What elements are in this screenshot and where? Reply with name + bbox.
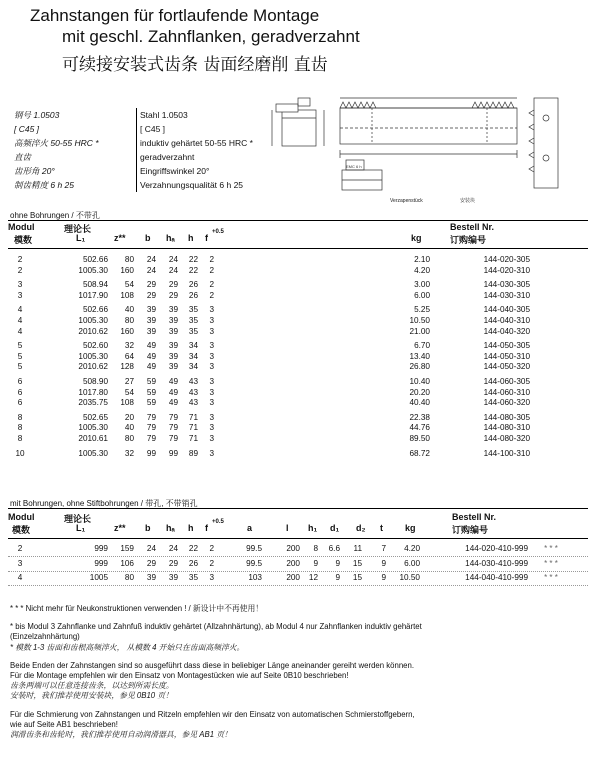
table-cell: 7 bbox=[381, 544, 386, 553]
col-order: Bestell Nr. bbox=[452, 512, 497, 522]
col-kg: kg bbox=[405, 523, 416, 533]
col-kg: kg bbox=[411, 233, 422, 243]
table-cell: 5 bbox=[17, 341, 23, 351]
table-cell: 27 bbox=[124, 377, 134, 386]
table-row bbox=[0, 423, 600, 434]
table-cell: 35 bbox=[188, 573, 198, 582]
table-cell: 39 bbox=[168, 351, 178, 361]
col-z: z** bbox=[114, 523, 126, 533]
table-cell: 34 bbox=[188, 341, 198, 351]
table-cell: 15 bbox=[352, 573, 362, 582]
table-cell: 24 bbox=[146, 255, 156, 264]
table-cell: 200 bbox=[286, 573, 300, 582]
table-cell: 999 bbox=[94, 558, 108, 568]
table-cell: 103 bbox=[248, 573, 262, 582]
table-cell: 39 bbox=[146, 573, 156, 582]
spec-zh-line: 直齿 bbox=[14, 152, 32, 162]
table-cell: 43 bbox=[188, 377, 198, 386]
table-cell: 3 bbox=[17, 280, 23, 290]
table-cell: 39 bbox=[146, 316, 156, 325]
table-cell: 29 bbox=[168, 290, 178, 300]
table-cell: 22 bbox=[188, 255, 198, 264]
table-row bbox=[0, 255, 600, 266]
table-cell: 3 bbox=[209, 412, 214, 422]
spec-zh-line: [ C45 ] bbox=[14, 124, 40, 134]
table-row bbox=[0, 266, 600, 277]
divider bbox=[8, 508, 588, 509]
table-cell: 6.70 bbox=[414, 341, 430, 351]
table-row bbox=[0, 434, 600, 445]
table-cell: 8 bbox=[17, 412, 23, 422]
table-row bbox=[0, 413, 600, 424]
table-cell: 3 bbox=[209, 316, 214, 325]
divider bbox=[8, 220, 588, 221]
table-cell: 32 bbox=[124, 341, 134, 351]
table-cell: 108 bbox=[120, 398, 134, 408]
table-cell: 80 bbox=[124, 255, 134, 264]
table-cell: 64 bbox=[124, 351, 134, 361]
table-cell: 3 bbox=[17, 290, 23, 300]
table-cell: 21.00 bbox=[409, 326, 430, 336]
table-cell: 24 bbox=[168, 255, 178, 264]
table-cell: 24 bbox=[168, 544, 178, 553]
table-cell: 68.72 bbox=[409, 448, 430, 458]
table-cell: 2035.75 bbox=[78, 398, 108, 408]
table-cell: 2 bbox=[209, 265, 214, 275]
col-length-zh: 理论长 bbox=[64, 224, 92, 234]
table-cell: 9 bbox=[313, 558, 318, 568]
col-f: f bbox=[205, 233, 208, 243]
table-cell: 6.6 bbox=[328, 544, 340, 553]
table-row bbox=[0, 559, 600, 570]
note-discontinued: * * * Nicht mehr für Neukonstruktionen verwenden ! / 新设计中不再使用！ bbox=[10, 604, 264, 613]
table-cell: 2 bbox=[209, 544, 214, 553]
table-cell: 4 bbox=[17, 573, 23, 582]
table-cell: 502.65 bbox=[82, 412, 108, 422]
note-joining-zh-2: 安装时，我们推荐使用安装块，参见 0B10 页！ bbox=[10, 691, 173, 701]
table-cell: 1005 bbox=[89, 573, 108, 582]
rack-technical-drawing bbox=[262, 88, 592, 208]
col-modul-zh: 模数 bbox=[14, 235, 33, 245]
table-cell: 2010.62 bbox=[78, 326, 108, 336]
spec-zh-line: 钢号 1.0503 bbox=[14, 110, 60, 120]
table-cell: 1005.30 bbox=[78, 316, 108, 325]
table-cell: 34 bbox=[188, 351, 198, 361]
table-cell: 89.50 bbox=[409, 434, 430, 443]
table-cell: 144-020-310 bbox=[483, 265, 530, 275]
table-cell: 144-030-410-999 bbox=[465, 558, 528, 568]
table-cell: 39 bbox=[168, 573, 178, 582]
table-cell: 49 bbox=[168, 377, 178, 386]
col-ha: hₐ bbox=[166, 233, 175, 243]
table-cell: 6.00 bbox=[404, 558, 420, 568]
table-cell: 24 bbox=[168, 265, 178, 275]
table-cell: 79 bbox=[168, 434, 178, 443]
table-cell: 49 bbox=[146, 362, 156, 372]
table-row bbox=[0, 573, 600, 584]
table-cell: 3 bbox=[209, 377, 214, 386]
table-cell: 3 bbox=[209, 305, 214, 315]
table-cell: 4.20 bbox=[414, 265, 430, 275]
table-cell: 26 bbox=[188, 558, 198, 568]
table-cell: 26 bbox=[188, 290, 198, 300]
table-cell: 5 bbox=[17, 351, 23, 361]
table-cell: 29 bbox=[168, 558, 178, 568]
col-d1: d₁ bbox=[330, 523, 340, 533]
note-joining-zh: 齿条两端可以任意连接齿条，以达到所需长度。 bbox=[10, 681, 174, 691]
spec-zh-line: 齿形角 20° bbox=[14, 166, 55, 176]
table-cell: 2 bbox=[209, 255, 214, 264]
table-cell: 11 bbox=[353, 544, 362, 553]
table-cell: 10.40 bbox=[409, 377, 430, 386]
table-cell: 144-060-320 bbox=[483, 398, 530, 408]
note-joining-cont: Für die Montage empfehlen wir den Einsatz von Montagestücken wie auf Seite 0B10 beschrieben! bbox=[10, 671, 349, 681]
table-cell: 9 bbox=[335, 558, 340, 568]
drawing-label-block: Verzapenstück bbox=[390, 198, 423, 204]
table-row bbox=[0, 388, 600, 399]
table-cell: 144-030-310 bbox=[483, 290, 530, 300]
table-cell: 128 bbox=[120, 362, 134, 372]
table-cell: 35 bbox=[188, 305, 198, 315]
table-row bbox=[0, 544, 600, 555]
spec-german bbox=[136, 108, 270, 192]
table-cell: 20 bbox=[124, 412, 134, 422]
table-cell: 39 bbox=[168, 362, 178, 372]
note-hardening-cont: (Einzelzahnhärtung) bbox=[10, 632, 80, 642]
table-cell: 40 bbox=[124, 423, 134, 433]
table-cell: 1005.30 bbox=[78, 448, 108, 458]
table-cell: 144-040-320 bbox=[483, 326, 530, 336]
table-cell: 79 bbox=[146, 412, 156, 422]
table-cell: 99 bbox=[168, 448, 178, 458]
col-order-zh: 订购编号 bbox=[452, 525, 489, 535]
spec-de-line: induktiv gehärtet 50-55 HRC * bbox=[140, 138, 253, 148]
table-cell: 13.40 bbox=[409, 351, 430, 361]
table-cell: 2.10 bbox=[414, 255, 430, 264]
table-cell: 24 bbox=[146, 265, 156, 275]
table-cell: 35 bbox=[188, 326, 198, 336]
table-cell: 3 bbox=[209, 351, 214, 361]
title-line-1: Zahnstangen für fortlaufende Montage bbox=[30, 6, 320, 25]
table-cell: 39 bbox=[146, 326, 156, 336]
table-cell: 40.40 bbox=[409, 398, 430, 408]
table-cell: 9 bbox=[335, 573, 340, 582]
table-cell: 144-020-305 bbox=[483, 255, 530, 264]
col-z: z** bbox=[114, 233, 126, 243]
table-cell: 508.94 bbox=[82, 280, 108, 290]
table-cell: 29 bbox=[146, 558, 156, 568]
discontinued-marker: * * * bbox=[544, 558, 558, 568]
table-cell: 3 bbox=[209, 341, 214, 351]
note-hardening-zh: * 模数 1-3 齿面和齿根高频淬火， 从模数 4 开始只在齿面高频淬火。 bbox=[10, 642, 245, 652]
table-cell: 80 bbox=[124, 434, 134, 443]
col-t: t bbox=[380, 523, 383, 533]
table-cell: 79 bbox=[146, 434, 156, 443]
notes bbox=[10, 604, 595, 740]
table-cell: 5.25 bbox=[414, 305, 430, 315]
table-cell: 6 bbox=[17, 387, 23, 397]
table-cell: 9 bbox=[381, 573, 386, 582]
spec-de-line: [ C45 ] bbox=[140, 124, 166, 134]
table-cell: 39 bbox=[168, 326, 178, 336]
table-cell: 200 bbox=[286, 544, 300, 553]
table-cell: 4 bbox=[17, 326, 23, 336]
table-cell: 144-040-410-999 bbox=[465, 573, 528, 582]
row-divider bbox=[8, 585, 588, 586]
table-cell: 144-080-320 bbox=[483, 434, 530, 443]
table-row bbox=[0, 291, 600, 302]
table-cell: 43 bbox=[188, 398, 198, 408]
note-lubrication-cont: wie auf Seite AB1 beschrieben! bbox=[10, 719, 118, 729]
col-length: L₁ bbox=[76, 233, 86, 243]
table-cell: 8 bbox=[17, 434, 23, 443]
table-cell: 99 bbox=[146, 448, 156, 458]
table-cell: 10.50 bbox=[399, 573, 420, 582]
table-cell: 54 bbox=[124, 387, 134, 397]
table-cell: 1017.90 bbox=[78, 290, 108, 300]
col-l: l bbox=[286, 523, 289, 533]
table-cell: 4 bbox=[17, 305, 23, 315]
table-row bbox=[0, 449, 600, 460]
table-cell: 39 bbox=[168, 316, 178, 325]
table-cell: 26.80 bbox=[409, 362, 430, 372]
table-cell: 22.38 bbox=[409, 412, 430, 422]
table-cell: 2 bbox=[17, 255, 23, 264]
table-cell: 29 bbox=[168, 280, 178, 290]
table-cell: 89 bbox=[188, 448, 198, 458]
table-cell: 502.66 bbox=[82, 305, 108, 315]
table-cell: 1005.30 bbox=[78, 265, 108, 275]
spec-de-line: Stahl 1.0503 bbox=[140, 110, 188, 120]
table-cell: 144-100-310 bbox=[483, 448, 530, 458]
col-length-zh: 理论长 bbox=[64, 514, 92, 524]
table-cell: 39 bbox=[146, 305, 156, 315]
table-cell: 3 bbox=[209, 326, 214, 336]
divider bbox=[8, 538, 588, 539]
table-row bbox=[0, 341, 600, 352]
table-cell: 144-050-310 bbox=[483, 351, 530, 361]
table-cell: 71 bbox=[188, 412, 198, 422]
table-cell: 160 bbox=[120, 265, 134, 275]
section-label-with-holes: mit Bohrungen, ohne Stiftbohrungen / 带孔, 不带销孔 bbox=[10, 499, 198, 508]
col-d2: d₂ bbox=[356, 523, 366, 533]
table-cell: 24 bbox=[146, 544, 156, 553]
col-modul-zh: 模数 bbox=[12, 525, 31, 535]
table-cell: 49 bbox=[146, 341, 156, 351]
table-cell: 3 bbox=[209, 434, 214, 443]
table-cell: 2 bbox=[17, 544, 23, 553]
spec-de-line: Verzahnungsqualität 6 h 25 bbox=[140, 180, 244, 190]
table-cell: 3 bbox=[209, 398, 214, 408]
discontinued-marker: * * * bbox=[544, 573, 558, 582]
note-lubrication: Für die Schmierung von Zahnstangen und Ritzeln empfehlen wir den Einsatz von automatischen Schmierstoffgebern, bbox=[10, 709, 415, 719]
table-cell: 39 bbox=[168, 341, 178, 351]
table2-header bbox=[0, 512, 600, 536]
col-order-zh: 订购编号 bbox=[450, 235, 487, 245]
table-cell: 54 bbox=[124, 280, 134, 290]
table-cell: 502.66 bbox=[82, 255, 108, 264]
col-b: b bbox=[145, 233, 151, 243]
table-cell: 59 bbox=[146, 387, 156, 397]
col-modul: Modul bbox=[8, 222, 35, 232]
col-ha: hₐ bbox=[166, 523, 175, 533]
spec-zh-line: 高频淬火 50-55 HRC * bbox=[14, 138, 99, 148]
table-cell: 34 bbox=[188, 362, 198, 372]
table-cell: 160 bbox=[120, 326, 134, 336]
table-cell: 22 bbox=[188, 544, 198, 553]
table-cell: 39 bbox=[168, 305, 178, 315]
col-f-tolerance: +0.5 bbox=[212, 229, 224, 235]
table-cell: 49 bbox=[146, 351, 156, 361]
table-cell: 159 bbox=[120, 544, 134, 553]
table-cell: 49 bbox=[168, 398, 178, 408]
table-cell: 32 bbox=[124, 448, 134, 458]
table-cell: 9 bbox=[381, 558, 386, 568]
table-cell: 3.00 bbox=[414, 280, 430, 290]
table-cell: 502.60 bbox=[82, 341, 108, 351]
spec-de-line: Eingriffswinkel 20° bbox=[140, 166, 210, 176]
table-cell: 59 bbox=[146, 377, 156, 386]
divider bbox=[8, 248, 588, 249]
table-cell: 22 bbox=[188, 265, 198, 275]
table-cell: 144-040-310 bbox=[483, 316, 530, 325]
table-cell: 1005.30 bbox=[78, 423, 108, 433]
discontinued-marker: * * * bbox=[544, 544, 558, 553]
table-row bbox=[0, 327, 600, 338]
table-cell: 2 bbox=[17, 265, 23, 275]
table-cell: 144-080-310 bbox=[483, 423, 530, 433]
table-cell: 44.76 bbox=[409, 423, 430, 433]
table-cell: 2 bbox=[209, 280, 214, 290]
note-lubrication-zh: 润滑齿条和齿轮时，我们推荐使用自动润滑器具，参见 AB1 页！ bbox=[10, 730, 232, 740]
table-cell: 1005.30 bbox=[78, 351, 108, 361]
table-cell: 79 bbox=[168, 412, 178, 422]
table-cell: 10 bbox=[15, 448, 25, 458]
section-label-no-holes: ohne Bohrungen / 不带孔 bbox=[10, 211, 100, 220]
col-f-tolerance: +0.5 bbox=[212, 519, 224, 525]
table1-header bbox=[0, 222, 600, 246]
table-cell: 5 bbox=[17, 362, 23, 372]
note-hardening: * bis Modul 3 Zahnflanke und Zahnfuß induktiv gehärtet (Allzahnhärtung), ab Modul 4 nur Zahnflanken induktiv gehärtet bbox=[10, 622, 422, 632]
title-line-3: 可续接安装式齿条 齿面经磨削 直齿 bbox=[62, 55, 328, 75]
table-cell: 2 bbox=[209, 558, 214, 568]
table-cell: 200 bbox=[286, 558, 300, 568]
table-cell: 29 bbox=[146, 280, 156, 290]
col-b: b bbox=[145, 523, 151, 533]
table-cell: 1017.80 bbox=[78, 387, 108, 397]
table-cell: 79 bbox=[168, 423, 178, 433]
table-cell: 2010.61 bbox=[78, 434, 108, 443]
table-row bbox=[0, 305, 600, 316]
table-cell: 80 bbox=[124, 573, 134, 582]
table-cell: 6 bbox=[17, 398, 23, 408]
table-cell: 144-060-305 bbox=[483, 377, 530, 386]
table-cell: 144-030-305 bbox=[483, 280, 530, 290]
table-cell: 144-020-410-999 bbox=[465, 544, 528, 553]
table-cell: 144-050-305 bbox=[483, 341, 530, 351]
table-cell: 80 bbox=[124, 316, 134, 325]
title-line-2: mit geschl. Zahnflanken, geradverzahnt bbox=[62, 27, 360, 46]
table-cell: 106 bbox=[120, 558, 134, 568]
spec-chinese bbox=[14, 108, 126, 192]
col-modul: Modul bbox=[8, 512, 35, 522]
table-cell: 10.50 bbox=[409, 316, 430, 325]
drawing-detail-label: EMC 6 h bbox=[346, 164, 362, 169]
row-divider bbox=[8, 556, 588, 557]
table-cell: 79 bbox=[146, 423, 156, 433]
drawing-label-block-zh: 安装块 bbox=[460, 198, 476, 204]
col-h: h bbox=[188, 523, 194, 533]
table-cell: 71 bbox=[188, 434, 198, 443]
note-joining: Beide Enden der Zahnstangen sind so ausgeführt dass diese in beliebiger Länge aneinander gereiht werden können. bbox=[10, 660, 414, 670]
table-cell: 3 bbox=[209, 573, 214, 582]
table-cell: 144-060-310 bbox=[483, 387, 530, 397]
table-row bbox=[0, 316, 600, 327]
table-cell: 108 bbox=[120, 290, 134, 300]
col-a: a bbox=[247, 523, 253, 533]
col-h1: h₁ bbox=[308, 523, 318, 533]
table-cell: 2 bbox=[209, 290, 214, 300]
table-cell: 508.90 bbox=[82, 377, 108, 386]
table-cell: 29 bbox=[146, 290, 156, 300]
table-cell: 3 bbox=[209, 362, 214, 372]
table-cell: 3 bbox=[209, 387, 214, 397]
table-row bbox=[0, 352, 600, 363]
table-cell: 43 bbox=[188, 387, 198, 397]
table-cell: 49 bbox=[168, 387, 178, 397]
table-cell: 144-080-305 bbox=[483, 412, 530, 422]
table-cell: 6 bbox=[17, 377, 23, 386]
table-cell: 12 bbox=[308, 573, 318, 582]
spec-de-line: geradverzahnt bbox=[140, 152, 195, 162]
table-cell: 40 bbox=[124, 305, 134, 315]
table-cell: 59 bbox=[146, 398, 156, 408]
table-cell: 3 bbox=[209, 448, 214, 458]
table-cell: 99.5 bbox=[246, 544, 262, 553]
table-cell: 144-050-320 bbox=[483, 362, 530, 372]
table-row bbox=[0, 398, 600, 409]
table-row bbox=[0, 362, 600, 373]
table-row bbox=[0, 377, 600, 388]
table-cell: 8 bbox=[17, 423, 23, 433]
table-cell: 20.20 bbox=[409, 387, 430, 397]
table-cell: 15 bbox=[352, 558, 362, 568]
table-row bbox=[0, 280, 600, 291]
table-cell: 999 bbox=[94, 544, 108, 553]
table-cell: 35 bbox=[188, 316, 198, 325]
row-divider bbox=[8, 571, 588, 572]
col-order: Bestell Nr. bbox=[450, 222, 495, 232]
table-cell: 4 bbox=[17, 316, 23, 325]
table-cell: 8 bbox=[313, 544, 318, 553]
table-cell: 2010.62 bbox=[78, 362, 108, 372]
spec-zh-line: 制齿精度 6 h 25 bbox=[14, 180, 74, 190]
table-cell: 4.20 bbox=[404, 544, 420, 553]
table-cell: 3 bbox=[209, 423, 214, 433]
table-cell: 99.5 bbox=[246, 558, 262, 568]
table-cell: 144-040-305 bbox=[483, 305, 530, 315]
table-cell: 26 bbox=[188, 280, 198, 290]
table-cell: 3 bbox=[17, 558, 23, 568]
table-cell: 71 bbox=[188, 423, 198, 433]
col-h: h bbox=[188, 233, 194, 243]
table-cell: 6.00 bbox=[414, 290, 430, 300]
col-f: f bbox=[205, 523, 208, 533]
col-length: L₁ bbox=[76, 523, 86, 533]
